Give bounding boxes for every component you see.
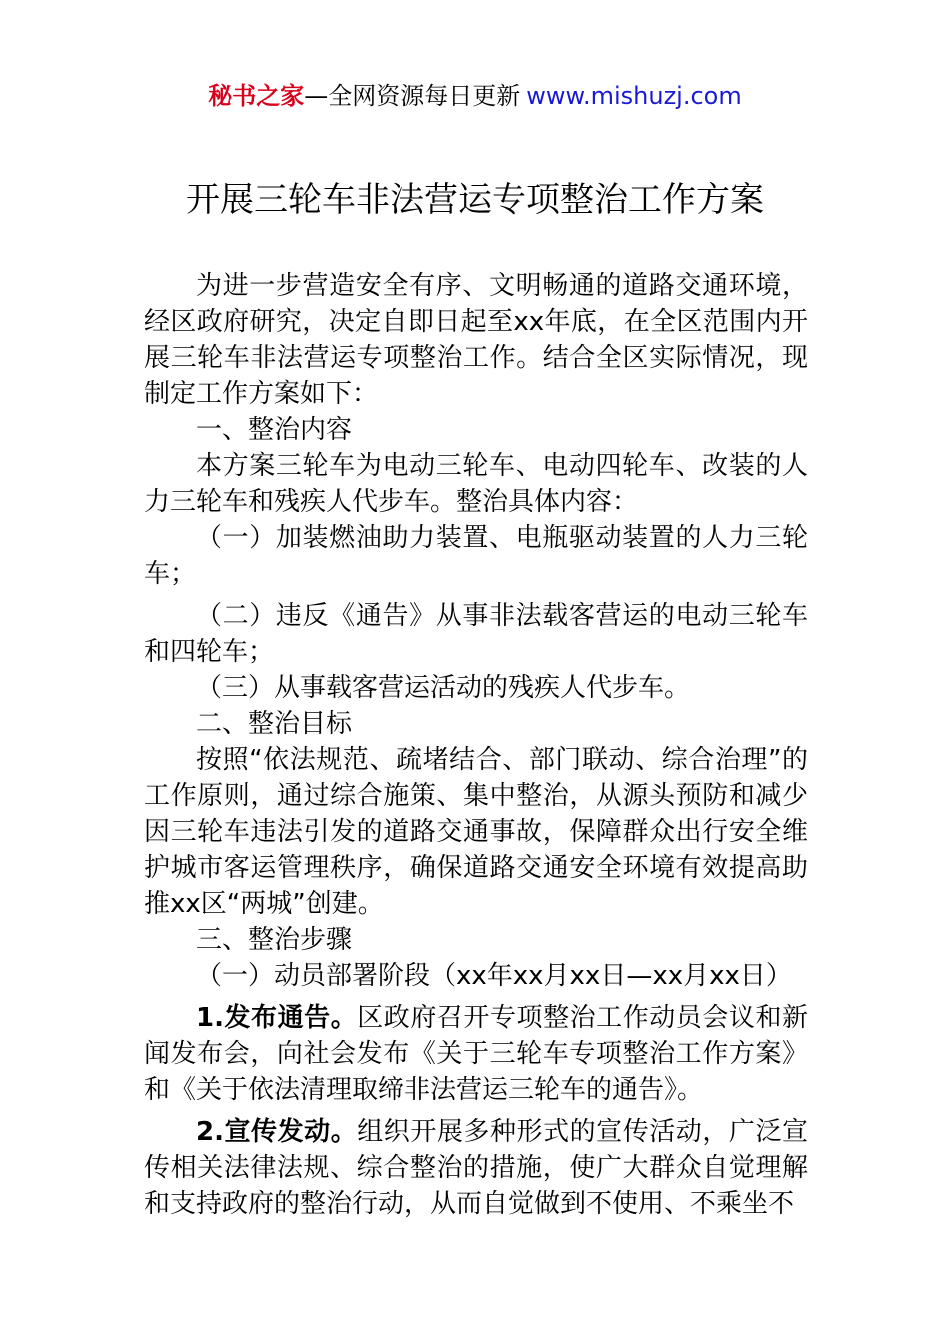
- list-item-scope-1: （一）加装燃油助力装置、电瓶驱动装置的人力三轮车；: [144, 523, 808, 589]
- step-phase-1: （一）动员部署阶段（xx年xx月xx日—xx月xx日）: [196, 961, 792, 991]
- list-item-scope-2: （二）违反《通告》从事非法载客营运的电动三轮车和四轮车；: [144, 601, 808, 667]
- document-title: 开展三轮车非法营运专项整治工作方案: [186, 180, 764, 220]
- site-header: [0, 80, 950, 112]
- section-heading-goals: 二、整治目标: [196, 709, 353, 739]
- step-item-publicity: [144, 1114, 808, 1222]
- paragraph-intro: 为进一步营造安全有序、文明畅通的道路交通环境，经区政府研究，决定自即日起至xx年底，在全区范围内开展三轮车非法营运专项整治工作。结合全区实际情况，现制定工作方案如下：: [144, 271, 808, 409]
- paragraph-scope: 本方案三轮车为电动三轮车、电动四轮车、改装的人力三轮车和残疾人代步车。整治具体内容：: [144, 451, 808, 517]
- document-body: [144, 268, 808, 1222]
- step-item-announce-lead: 1.发布通告。: [196, 1003, 358, 1033]
- section-heading-steps: 三、整治步骤: [196, 925, 353, 955]
- paragraph-goals: 按照“依法规范、疏堵结合、部门联动、综合治理”的工作原则，通过综合施策、集中整治，从源头预防和减少因三轮车违法引发的道路交通事故，保障群众出行安全维护城市客运管理秩序，确保道路交通安全环境有效提高助推xx区“两城”创建。: [144, 745, 808, 919]
- section-heading-content: 一、整治内容: [196, 415, 353, 445]
- site-tagline: —全网资源每日更新: [304, 82, 521, 110]
- step-item-publicity-lead: 2.宣传发动。: [196, 1117, 358, 1147]
- step-item-announce: [144, 1000, 808, 1108]
- site-brand: 秘书之家: [208, 82, 305, 110]
- step-item-announce-text: 区政府召开专项整治工作动员会议和新闻发布会，向社会发布《关于三轮车专项整治工作方案》和《关于依法清理取缔非法营运三轮车的通告》。: [144, 1003, 808, 1105]
- list-item-scope-3: （三）从事载客营运活动的残疾人代步车。: [196, 673, 691, 703]
- step-item-publicity-text: 组织开展多种形式的宣传活动，广泛宣传相关法律法规、综合整治的措施，使广大群众自觉理解和支持政府的整治行动，从而自觉做到不使用、不乘坐不: [144, 1117, 808, 1219]
- site-url-link[interactable]: www.mishuzj.com: [526, 82, 742, 110]
